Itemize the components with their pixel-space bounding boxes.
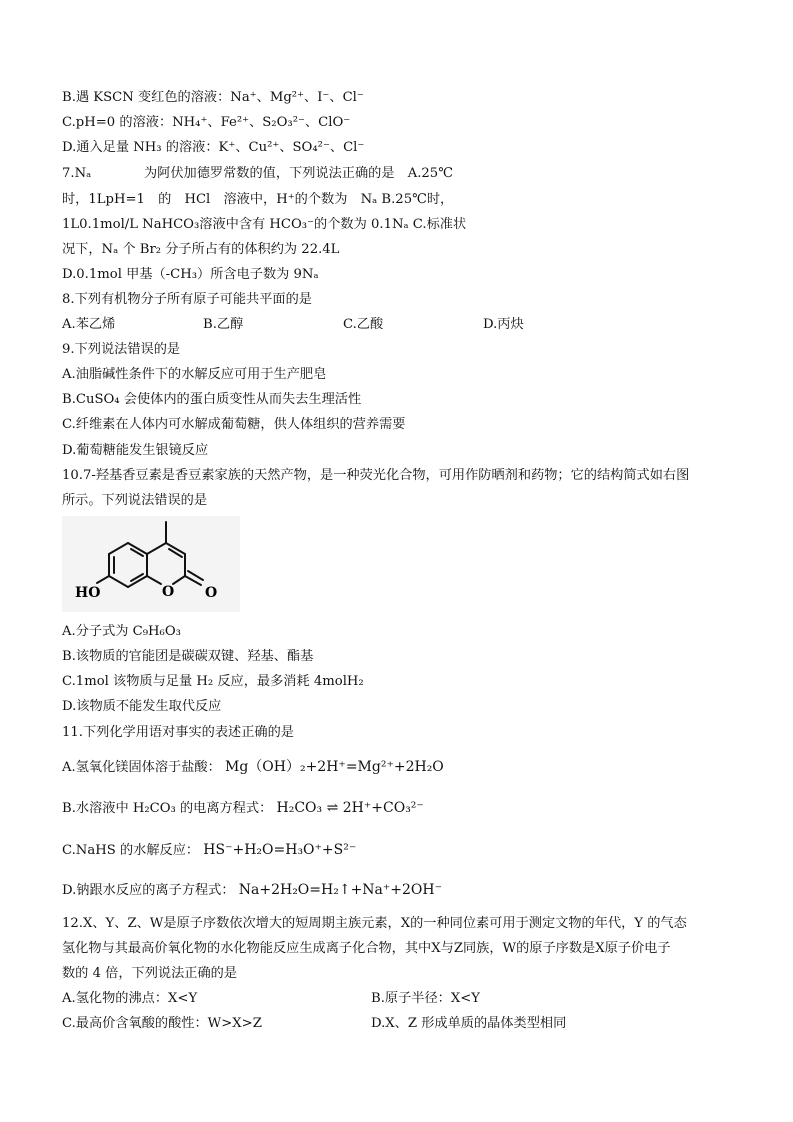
q7-line-2: 时，1LpH=1 的 HCl 溶液中，H⁺的个数为 Nₐ B.25℃时， bbox=[62, 192, 454, 207]
q8-option-b: B.乙醇 bbox=[203, 317, 244, 332]
q11-option-c-label: C.NaHS 的水解反应： bbox=[62, 843, 200, 858]
q12-option-d: D.X、Z 形成单质的晶体类型相同 bbox=[371, 1016, 567, 1031]
carbonyl-oxygen-label: O bbox=[205, 585, 218, 601]
q11-option-a bbox=[62, 757, 444, 778]
q10-option-d: D.该物质不能发生取代反应 bbox=[62, 699, 222, 714]
q11-option-c-equation: HS⁻+H₂O=H₃O⁺+S²⁻ bbox=[203, 842, 357, 858]
q7-line-1: 7.Nₐ 为阿伏加德罗常数的值，下列说法正确的是 A.25℃ bbox=[62, 166, 453, 181]
q11-option-a-label: A.氢氧化镁固体溶于盐酸： bbox=[62, 760, 221, 775]
ring-oxygen-label: O bbox=[162, 584, 175, 600]
q6-option-c: C.pH=0 的溶液：NH₄⁺、Fe²⁺、S₂O₃²⁻、ClO⁻ bbox=[62, 115, 351, 130]
q8-option-a: A.苯乙烯 bbox=[62, 317, 116, 332]
q8-option-c: C.乙酸 bbox=[343, 317, 384, 332]
q11-option-b bbox=[62, 798, 424, 819]
q10-option-b: B.该物质的官能团是碳碳双键、羟基、酯基 bbox=[62, 649, 314, 664]
q11-option-d-equation: Na+2H₂O=H₂↑+Na⁺+2OH⁻ bbox=[238, 882, 442, 898]
q9-option-b: B.CuSO₄ 会使体内的蛋白质变性从而失去生理活性 bbox=[62, 392, 362, 407]
q9-option-c: C.纤维素在人体内可水解成葡萄糖，供人体组织的营养需要 bbox=[62, 417, 406, 432]
q7-line-4: 况下，Nₐ 个 Br₂ 分子所占有的体积约为 22.4L bbox=[62, 242, 340, 257]
q7-line-3: 1L0.1mol/L NaHCO₃溶液中含有 HCO₃⁻的个数为 0.1Nₐ C.标准状 bbox=[62, 217, 467, 232]
q11-option-b-equation: H₂CO₃ ⇌ 2H⁺+CO₃²⁻ bbox=[276, 800, 424, 816]
q9-option-a: A.油脂碱性条件下的水解反应可用于生产肥皂 bbox=[62, 367, 327, 382]
q11-option-d-label: D.钠跟水反应的离子方程式： bbox=[62, 883, 235, 898]
hydroxyl-label: HO bbox=[75, 585, 101, 601]
q6-option-d: D.通入足量 NH₃ 的溶液：K⁺、Cu²⁺、SO₄²⁻、Cl⁻ bbox=[62, 140, 365, 155]
q12-option-b: B.原子半径：X<Y bbox=[371, 991, 480, 1006]
q12-stem-line-1: 12.X、Y、Z、W是原子序数依次增大的短周期主族元素，X的一种同位素可用于测定文物的年代，Y 的气态 bbox=[62, 916, 687, 931]
q10-option-a: A.分子式为 C₉H₆O₃ bbox=[62, 624, 181, 639]
q12-option-c: C.最高价含氧酸的酸性：W>X>Z bbox=[62, 1016, 262, 1031]
q6-option-b: B.遇 KSCN 变红色的溶液：Na⁺、Mg²⁺、I⁻、Cl⁻ bbox=[62, 90, 364, 105]
q10-option-c: C.1mol 该物质与足量 H₂ 反应，最多消耗 4molH₂ bbox=[62, 674, 364, 689]
q11-stem: 11.下列化学用语对事实的表述正确的是 bbox=[62, 725, 294, 740]
q10-stem-line-2: 所示。下列说法错误的是 bbox=[62, 493, 208, 508]
q11-option-d bbox=[62, 880, 442, 901]
q12-stem-line-3: 数的 4 倍，下列说法正确的是 bbox=[62, 966, 238, 981]
q11-option-a-equation: Mg（OH）₂+2H⁺=Mg²⁺+2H₂O bbox=[224, 759, 444, 775]
q10-stem-line-1: 10.7-羟基香豆素是香豆素家族的天然产物，是一种荧光化合物，可用作防晒剂和药物；它的结构简式如右图 bbox=[62, 468, 690, 483]
q8-stem: 8.下列有机物分子所有原子可能共平面的是 bbox=[62, 292, 312, 307]
q12-stem-line-2: 氢化物与其最高价氧化物的水化物能反应生成离子化合物，其中X与Z同族，W的原子序数是X原子价电子 bbox=[62, 941, 671, 956]
q9-stem: 9.下列说法错误的是 bbox=[62, 342, 181, 357]
hydroxycoumarin-structure bbox=[62, 516, 240, 612]
q12-option-a: A.氢化物的沸点：X<Y bbox=[62, 991, 198, 1006]
q9-option-d: D.葡萄糖能发生银镜反应 bbox=[62, 443, 209, 458]
q11-option-c bbox=[62, 840, 356, 861]
q11-option-b-label: B.水溶液中 H₂CO₃ 的电离方程式： bbox=[62, 801, 273, 816]
q8-option-d: D.丙炔 bbox=[483, 317, 524, 332]
q7-line-5: D.0.1mol 甲基（-CH₃）所含电子数为 9Nₐ bbox=[62, 267, 319, 282]
